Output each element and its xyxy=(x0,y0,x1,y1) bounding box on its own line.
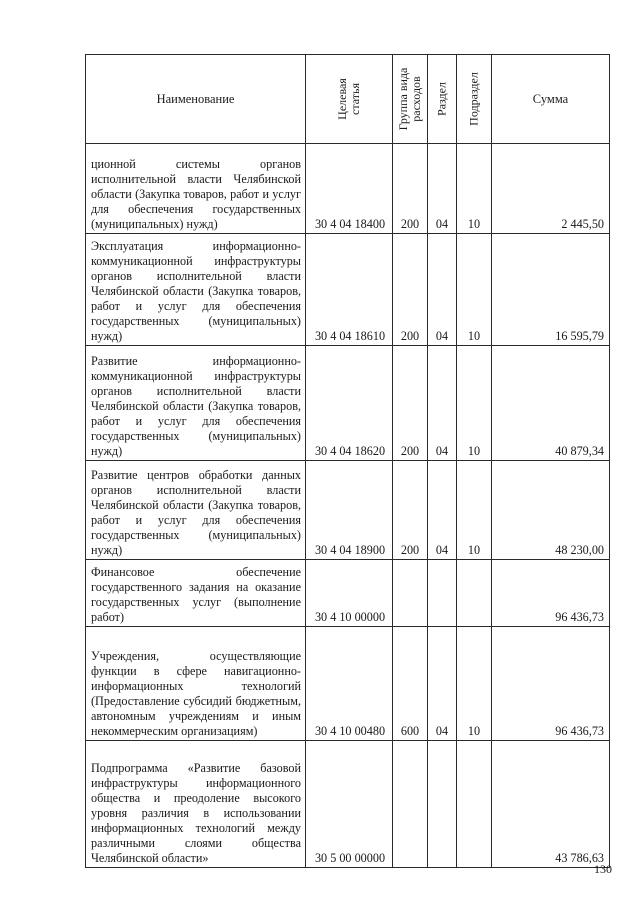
row-section: 04 xyxy=(428,346,457,461)
table-row xyxy=(86,234,610,346)
row-name: Эксплуатация информационно-коммуникационной инфраструктуры органов исполнительной власти Челябинской области (Закупка товаров, работ и услуг для обеспечения государственных (муниципальных) нужд) xyxy=(86,234,306,346)
row-sum: 2 445,50 xyxy=(492,144,610,234)
header-section-label: Раздел xyxy=(434,82,449,116)
row-group: 200 xyxy=(393,346,428,461)
row-group: 200 xyxy=(393,144,428,234)
table-row xyxy=(86,627,610,741)
row-target: 30 4 10 00000 xyxy=(306,560,393,627)
header-subsection xyxy=(457,55,492,144)
header-section xyxy=(428,55,457,144)
header-sum: Сумма xyxy=(492,55,610,144)
budget-table xyxy=(85,54,610,868)
header-target-line2: статья xyxy=(348,83,362,115)
row-subsection: 10 xyxy=(457,627,492,741)
row-subsection xyxy=(457,741,492,868)
row-name: Подпрограмма «Развитие базовой инфраструктуры информационного общества и преодоление высокого уровня различия в использовании информационных технологий между различными слоями общества Челябинской области» xyxy=(86,741,306,868)
row-subsection: 10 xyxy=(457,144,492,234)
row-target: 30 4 10 00480 xyxy=(306,627,393,741)
row-section xyxy=(428,741,457,868)
table-row xyxy=(86,346,610,461)
page-number: 130 xyxy=(594,862,612,876)
row-target: 30 4 04 18400 xyxy=(306,144,393,234)
row-group xyxy=(393,741,428,868)
row-sum: 96 436,73 xyxy=(492,627,610,741)
row-group: 200 xyxy=(393,461,428,560)
table-row xyxy=(86,560,610,627)
header-target-line1: Целевая xyxy=(335,78,349,120)
header-name: Наименование xyxy=(86,55,306,144)
header-group-line1: Группа вида xyxy=(396,67,410,131)
header-group-line2: расходов xyxy=(409,76,423,122)
row-name: Учреждения, осуществляющие функции в сфере навигационно-информационных технологий (Предоставление субсидий бюджетным, автономным учреждениям и иным некоммерческим организациям) xyxy=(86,627,306,741)
table-row xyxy=(86,461,610,560)
row-sum: 48 230,00 xyxy=(492,461,610,560)
row-sum: 43 786,63 xyxy=(492,741,610,868)
row-name: Развитие информационно-коммуникационной инфраструктуры органов исполнительной власти Челябинской области (Закупка товаров, работ и услуг для обеспечения государственных (муниципальных) нужд) xyxy=(86,346,306,461)
row-group: 200 xyxy=(393,234,428,346)
row-section: 04 xyxy=(428,627,457,741)
row-section: 04 xyxy=(428,144,457,234)
table-row xyxy=(86,741,610,868)
row-section: 04 xyxy=(428,234,457,346)
row-section xyxy=(428,560,457,627)
row-target: 30 4 04 18900 xyxy=(306,461,393,560)
table-row xyxy=(86,144,610,234)
row-group xyxy=(393,560,428,627)
row-target: 30 5 00 00000 xyxy=(306,741,393,868)
header-expense-group xyxy=(393,55,428,144)
row-name: Развитие центров обработки данных органов исполнительной власти Челябинской области (Закупка товаров, работ и услуг для обеспечения государственных (муниципальных) нужд) xyxy=(86,461,306,560)
row-subsection: 10 xyxy=(457,346,492,461)
row-group: 600 xyxy=(393,627,428,741)
row-sum: 16 595,79 xyxy=(492,234,610,346)
row-target: 30 4 04 18610 xyxy=(306,234,393,346)
row-name: Финансовое обеспечение государственного задания на оказание государственных услуг (выполнение работ) xyxy=(86,560,306,627)
row-target: 30 4 04 18620 xyxy=(306,346,393,461)
row-subsection: 10 xyxy=(457,461,492,560)
row-subsection: 10 xyxy=(457,234,492,346)
header-subsection-label: Подраздел xyxy=(466,72,481,126)
row-name: ционной системы органов исполнительной власти Челябинской области (Закупка товаров, работ и услуг для обеспечения государственных (муниципальных) нужд) xyxy=(86,144,306,234)
row-sum: 96 436,73 xyxy=(492,560,610,627)
row-subsection xyxy=(457,560,492,627)
row-section: 04 xyxy=(428,461,457,560)
header-target-article xyxy=(306,55,393,144)
header-row xyxy=(86,55,610,144)
row-sum: 40 879,34 xyxy=(492,346,610,461)
